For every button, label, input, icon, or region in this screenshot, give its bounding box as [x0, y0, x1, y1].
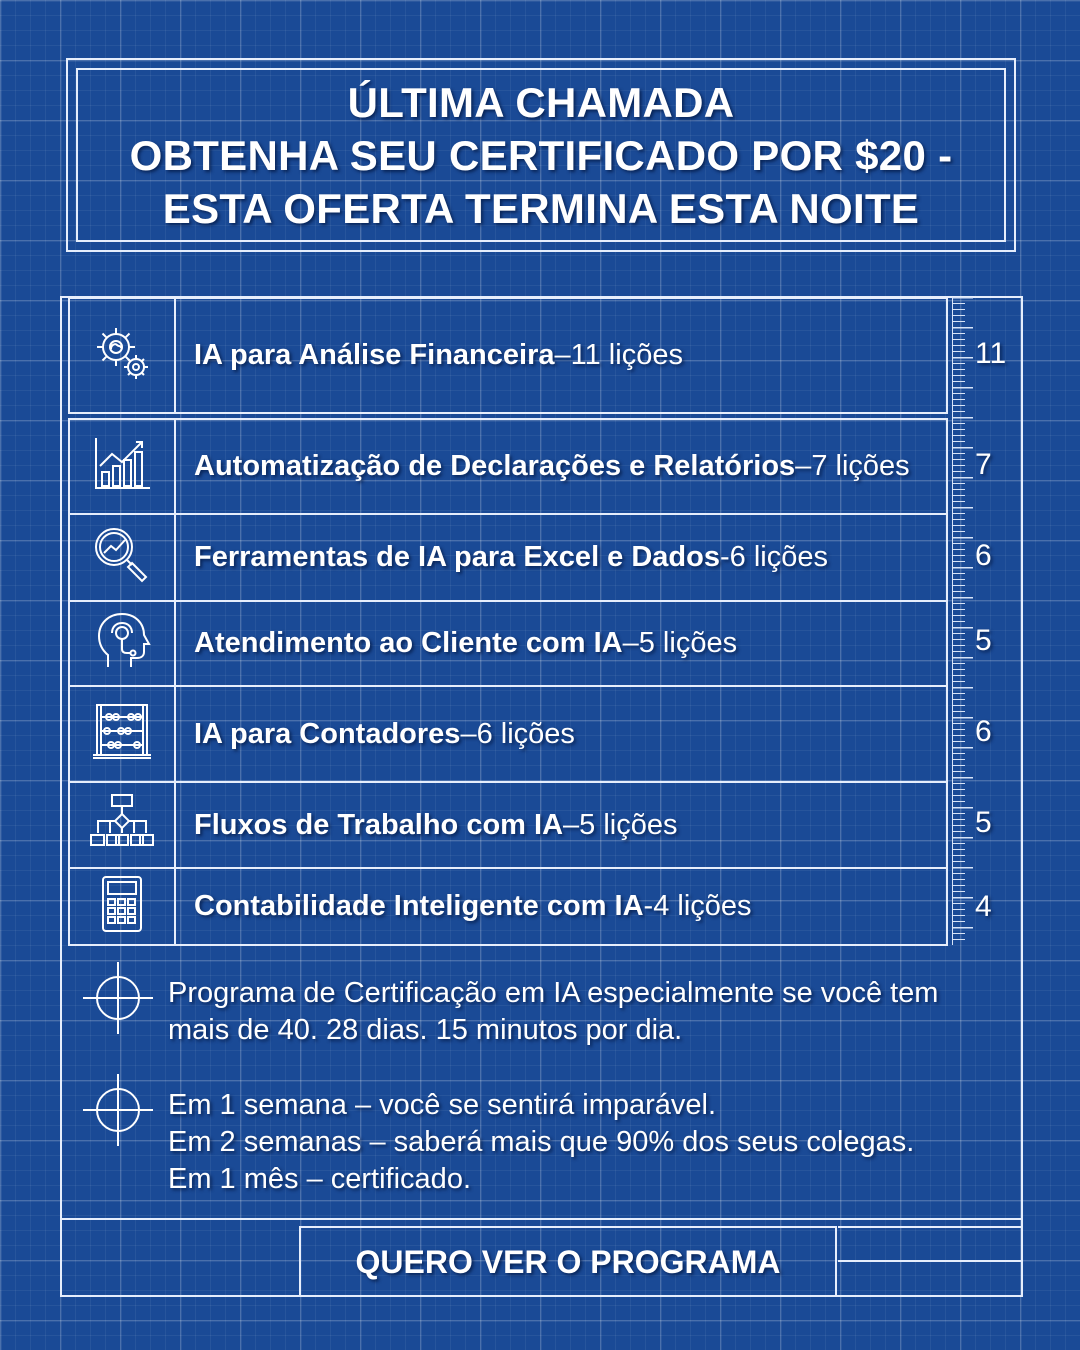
- course-text: [194, 515, 828, 600]
- ruler-count: 6: [975, 715, 992, 748]
- headline-line-2: OBTENHA SEU CERTIFICADO POR $20 -: [129, 131, 953, 179]
- course-lessons: 5 lições: [638, 627, 738, 659]
- course-title: Automatização de Declarações e Relatórios: [194, 450, 796, 482]
- course-text: [194, 869, 752, 944]
- course-separator: –: [460, 717, 477, 750]
- divider: [60, 1218, 1023, 1220]
- course-text: [194, 420, 910, 513]
- timeline-line-2: Em 2 semanas – saberá mais que 90% dos seus colegas.: [168, 1126, 915, 1158]
- magnifier-chart-icon: [92, 525, 152, 590]
- course-lessons: 5 lições: [579, 808, 678, 841]
- course-separator: -: [720, 541, 730, 573]
- icon-cell: [70, 783, 176, 867]
- crosshair-icon: [83, 962, 153, 1039]
- gear-brain-icon: [92, 323, 152, 388]
- headline-line-3: ESTA OFERTA TERMINA ESTA NOITE: [162, 184, 920, 232]
- course-title: Fluxos de Trabalho com IA: [194, 808, 564, 841]
- timeline-line-3: Em 1 mês – certificado.: [168, 1163, 471, 1195]
- course-row: [68, 297, 948, 414]
- icon-cell: [70, 420, 176, 513]
- divider: [838, 1260, 1022, 1262]
- bar-chart-icon: [92, 436, 152, 497]
- course-separator: –: [563, 808, 580, 841]
- course-separator: -: [643, 890, 654, 922]
- ruler-count: 5: [975, 806, 992, 839]
- headline-line-1: ÚLTIMA CHAMADA: [347, 78, 735, 126]
- divider: [838, 1226, 1022, 1228]
- ruler-scale: [952, 297, 973, 945]
- ruler-count: 11: [975, 337, 1007, 370]
- timeline-line-1: Em 1 semana – você se sentirá imparável.: [168, 1089, 717, 1121]
- course-lessons: 6 lições: [729, 541, 828, 573]
- ruler-count: 5: [975, 624, 992, 657]
- course-title: Atendimento ao Cliente com IA: [194, 627, 623, 659]
- crosshair-icon: [83, 1074, 153, 1151]
- timeline-text: [168, 1087, 914, 1198]
- course-title: Ferramentas de IA para Excel e Dados: [194, 541, 720, 573]
- course-row: [68, 600, 948, 687]
- course-lessons: 7 lições: [811, 450, 910, 482]
- ruler-count: 6: [975, 539, 992, 572]
- ruler-count: 7: [975, 448, 992, 481]
- header-frame: [66, 58, 1016, 252]
- icon-cell: [70, 515, 176, 600]
- course-title: IA para Contadores: [194, 717, 461, 750]
- course-text: [194, 602, 737, 685]
- course-separator: –: [795, 450, 812, 482]
- program-description-line-2: mais de 40. 28 dias. 15 minutos por dia.: [168, 1014, 683, 1046]
- course-row: [68, 867, 948, 946]
- course-row: [68, 513, 948, 602]
- ruler-count: 4: [975, 890, 992, 923]
- course-separator: –: [622, 627, 639, 659]
- course-row: [68, 418, 948, 515]
- header-inner-frame: [76, 68, 1006, 242]
- head-headset-icon: [94, 611, 150, 676]
- icon-cell: [70, 687, 176, 781]
- course-text: [194, 783, 677, 867]
- icon-cell: [70, 869, 176, 944]
- calculator-icon: [100, 875, 144, 938]
- course-text: [194, 687, 575, 781]
- course-title: Contabilidade Inteligente com IA: [194, 890, 644, 922]
- course-lessons: 4 lições: [653, 890, 752, 922]
- course-row: [68, 685, 948, 783]
- program-description-line-1: Programa de Certificação em IA especialmente se você tem: [168, 977, 939, 1009]
- course-lessons: 11 lições: [570, 339, 683, 371]
- flowchart-icon: [90, 793, 154, 858]
- course-text: [194, 299, 683, 412]
- course-row: [68, 781, 948, 869]
- icon-cell: [70, 602, 176, 685]
- abacus-icon: [91, 702, 153, 767]
- program-description: [168, 975, 938, 1049]
- cta-button[interactable]: QUERO VER O PROGRAMA: [299, 1226, 837, 1297]
- icon-cell: [70, 299, 176, 412]
- course-title: IA para Análise Financeira: [194, 339, 555, 371]
- course-lessons: 6 lições: [476, 717, 575, 750]
- course-separator: –: [554, 339, 571, 371]
